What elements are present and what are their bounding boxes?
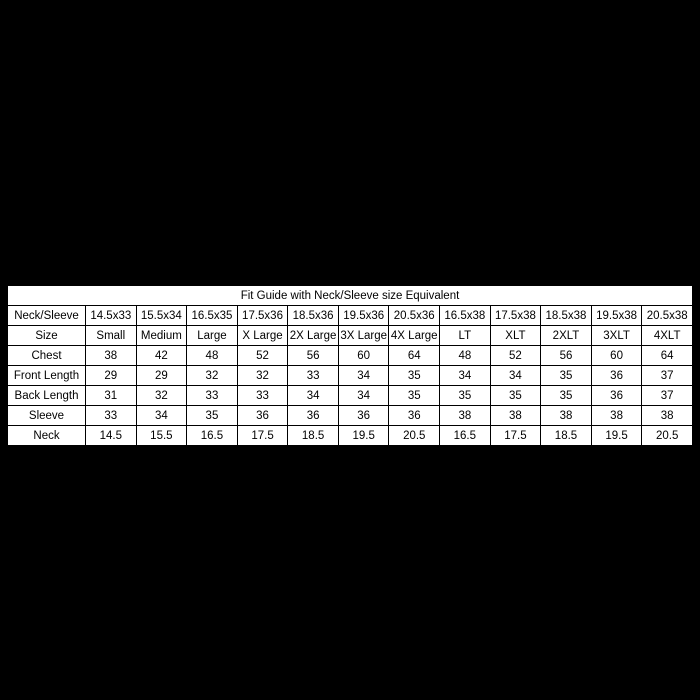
data-cell: 32 bbox=[237, 366, 288, 386]
data-cell: 18.5 bbox=[288, 426, 339, 446]
data-cell: 20.5 bbox=[642, 426, 693, 446]
data-cell: 36 bbox=[237, 406, 288, 426]
data-cell: 17.5 bbox=[490, 426, 541, 446]
data-cell: 48 bbox=[440, 346, 491, 366]
data-cell: 60 bbox=[338, 346, 389, 366]
data-cell: 16.5x35 bbox=[187, 306, 238, 326]
table-row bbox=[8, 326, 693, 346]
data-cell: 38 bbox=[490, 406, 541, 426]
fit-guide-table-body bbox=[8, 286, 693, 446]
data-cell: 34 bbox=[338, 386, 389, 406]
data-cell: 20.5x36 bbox=[389, 306, 440, 326]
data-cell: 42 bbox=[136, 346, 187, 366]
data-cell: 36 bbox=[591, 366, 642, 386]
data-cell: 16.5 bbox=[187, 426, 238, 446]
data-cell: XLT bbox=[490, 326, 541, 346]
data-cell: 34 bbox=[136, 406, 187, 426]
data-cell: 64 bbox=[642, 346, 693, 366]
row-label-cell: Neck/Sleeve bbox=[8, 306, 86, 326]
data-cell: Small bbox=[86, 326, 137, 346]
data-cell: 56 bbox=[541, 346, 592, 366]
data-cell: 3X Large bbox=[338, 326, 389, 346]
fit-guide-table bbox=[7, 285, 693, 446]
row-label-cell: Size bbox=[8, 326, 86, 346]
table-row bbox=[8, 426, 693, 446]
data-cell: 52 bbox=[490, 346, 541, 366]
table-title-row bbox=[8, 286, 693, 306]
data-cell: 2X Large bbox=[288, 326, 339, 346]
data-cell: 60 bbox=[591, 346, 642, 366]
data-cell: 36 bbox=[288, 406, 339, 426]
data-cell: 19.5x38 bbox=[591, 306, 642, 326]
data-cell: 19.5 bbox=[338, 426, 389, 446]
data-cell: 33 bbox=[237, 386, 288, 406]
data-cell: 38 bbox=[86, 346, 137, 366]
row-label-cell: Chest bbox=[8, 346, 86, 366]
table-title: Fit Guide with Neck/Sleeve size Equivalent bbox=[8, 286, 693, 306]
data-cell: 34 bbox=[440, 366, 491, 386]
data-cell: 16.5 bbox=[440, 426, 491, 446]
data-cell: 31 bbox=[86, 386, 137, 406]
data-cell: 36 bbox=[389, 406, 440, 426]
data-cell: 19.5x36 bbox=[338, 306, 389, 326]
data-cell: 35 bbox=[389, 386, 440, 406]
data-cell: Medium bbox=[136, 326, 187, 346]
data-cell: 20.5 bbox=[389, 426, 440, 446]
data-cell: 37 bbox=[642, 366, 693, 386]
data-cell: 14.5 bbox=[86, 426, 137, 446]
table-row bbox=[8, 386, 693, 406]
data-cell: 19.5 bbox=[591, 426, 642, 446]
data-cell: 34 bbox=[288, 386, 339, 406]
data-cell: 4X Large bbox=[389, 326, 440, 346]
data-cell: 38 bbox=[440, 406, 491, 426]
data-cell: 35 bbox=[490, 386, 541, 406]
data-cell: 32 bbox=[187, 366, 238, 386]
data-cell: 15.5 bbox=[136, 426, 187, 446]
data-cell: 14.5x33 bbox=[86, 306, 137, 326]
data-cell: 29 bbox=[86, 366, 137, 386]
table-header-row bbox=[8, 306, 693, 326]
data-cell: 4XLT bbox=[642, 326, 693, 346]
data-cell: Large bbox=[187, 326, 238, 346]
data-cell: 20.5x38 bbox=[642, 306, 693, 326]
data-cell: 17.5x36 bbox=[237, 306, 288, 326]
data-cell: X Large bbox=[237, 326, 288, 346]
data-cell: 17.5 bbox=[237, 426, 288, 446]
row-label-cell: Back Length bbox=[8, 386, 86, 406]
data-cell: 35 bbox=[541, 366, 592, 386]
data-cell: 33 bbox=[86, 406, 137, 426]
data-cell: LT bbox=[440, 326, 491, 346]
data-cell: 2XLT bbox=[541, 326, 592, 346]
data-cell: 16.5x38 bbox=[440, 306, 491, 326]
data-cell: 38 bbox=[541, 406, 592, 426]
data-cell: 48 bbox=[187, 346, 238, 366]
data-cell: 32 bbox=[136, 386, 187, 406]
data-cell: 35 bbox=[440, 386, 491, 406]
data-cell: 38 bbox=[642, 406, 693, 426]
data-cell: 35 bbox=[187, 406, 238, 426]
table-row bbox=[8, 346, 693, 366]
data-cell: 36 bbox=[338, 406, 389, 426]
row-label-cell: Front Length bbox=[8, 366, 86, 386]
table-row bbox=[8, 366, 693, 386]
data-cell: 35 bbox=[389, 366, 440, 386]
data-cell: 33 bbox=[187, 386, 238, 406]
row-label-cell: Sleeve bbox=[8, 406, 86, 426]
data-cell: 34 bbox=[338, 366, 389, 386]
data-cell: 35 bbox=[541, 386, 592, 406]
data-cell: 34 bbox=[490, 366, 541, 386]
table-row bbox=[8, 406, 693, 426]
row-label-cell: Neck bbox=[8, 426, 86, 446]
data-cell: 18.5x36 bbox=[288, 306, 339, 326]
data-cell: 38 bbox=[591, 406, 642, 426]
data-cell: 36 bbox=[591, 386, 642, 406]
data-cell: 64 bbox=[389, 346, 440, 366]
data-cell: 52 bbox=[237, 346, 288, 366]
data-cell: 18.5 bbox=[541, 426, 592, 446]
data-cell: 29 bbox=[136, 366, 187, 386]
data-cell: 33 bbox=[288, 366, 339, 386]
fit-guide-table-container bbox=[6, 284, 694, 447]
data-cell: 3XLT bbox=[591, 326, 642, 346]
data-cell: 15.5x34 bbox=[136, 306, 187, 326]
data-cell: 17.5x38 bbox=[490, 306, 541, 326]
data-cell: 56 bbox=[288, 346, 339, 366]
data-cell: 18.5x38 bbox=[541, 306, 592, 326]
data-cell: 37 bbox=[642, 386, 693, 406]
